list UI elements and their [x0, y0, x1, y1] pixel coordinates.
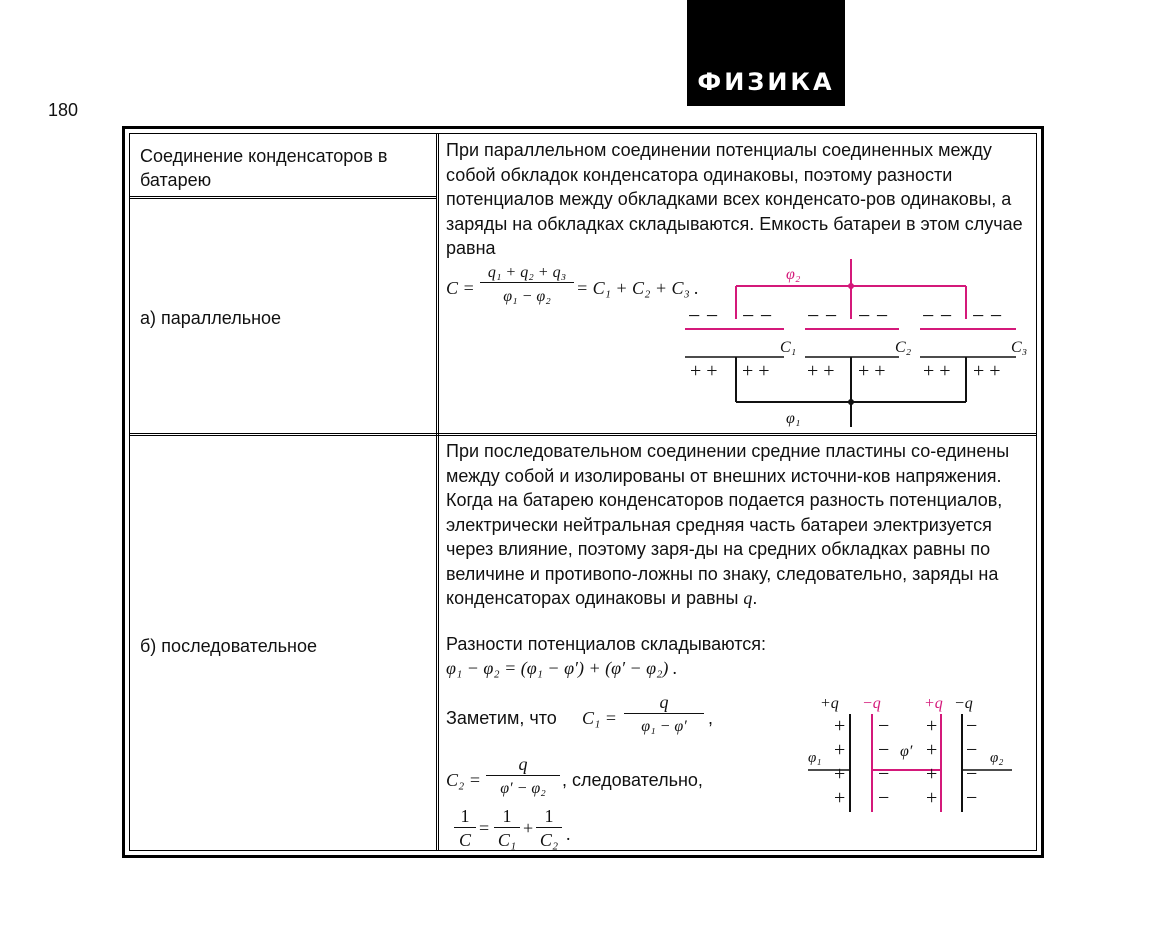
plus-c2b: + + — [858, 360, 886, 382]
c1-lhs: C₁ = — [582, 708, 617, 728]
svg-text:−: − — [966, 739, 978, 761]
svg-text:+: + — [834, 787, 846, 809]
period: . — [566, 824, 571, 844]
header-tab — [687, 0, 845, 106]
parallel-circuit-diagram — [680, 259, 1040, 429]
formula-rhs: = C₁ + C₂ + C₃ . — [576, 278, 699, 298]
minus-c3b: − − — [972, 303, 1003, 328]
svg-text:−: − — [966, 715, 978, 737]
content-table — [122, 126, 1044, 858]
series-description: При последовательном соединении средние пластины со-единены между собой и изолированы от внешних источни-ков напряжения. Когда на батарею конденсаторов подается разность потенциалов, электрически нейтральная средняя часть батареи электризуется через влияние, поэтому заря-ды на средних обкладках равны по величине и противопо-ложны по знаку, следовательно, заряды на конденсаторах одинаковы и равны q. — [446, 441, 1010, 608]
reciprocal-formula — [446, 806, 586, 856]
svg-text:+: + — [834, 715, 846, 737]
c1-numerator: q — [624, 692, 704, 714]
svg-text:+: + — [926, 715, 938, 737]
bottom-junction-dot — [848, 399, 854, 405]
svg-text:+: + — [926, 739, 938, 761]
plus-c1: + + — [690, 360, 718, 382]
c2-numerator: q — [486, 754, 560, 776]
lhs-den: C — [458, 830, 471, 850]
page-number: 180 — [48, 100, 79, 120]
capacitor-labels — [780, 339, 1027, 356]
plus-c3b: + + — [973, 360, 1001, 382]
t2-num: 1 — [536, 806, 562, 828]
t2-den: C₂ — [539, 830, 559, 850]
right-potential-label: φ₂ — [990, 750, 1004, 766]
plus-c1b: + + — [742, 360, 770, 382]
svg-text:−: − — [878, 715, 890, 737]
svg-text:+: + — [834, 739, 846, 761]
minus-c1b: − − — [742, 303, 773, 328]
row-divider — [130, 433, 1036, 436]
minus-c1: − − — [688, 303, 719, 328]
minus-c3: − − — [922, 303, 953, 328]
series-description-text: При последовательном соединении средние пластины со-единены между собой и изолированы от внешних источни-ков напряжения. Когда на батарею конденсаторов подается разность потенциалов, электрически нейтральная средняя часть батареи электризуется через влияние, поэтому заря-ды на средних обкладках равны по величине и противопо-ложны по знаку, следовательно, заряды на конденсаторах одинаковы и равны — [446, 441, 1010, 608]
note-prefix: Заметим, что — [446, 708, 557, 728]
label-c2: C₂ — [895, 339, 912, 356]
charge-labels — [820, 695, 973, 712]
svg-text:−: − — [878, 787, 890, 809]
svg-text:−: − — [878, 763, 890, 785]
formula-denominator: φ₁ − φ₂ — [503, 288, 551, 305]
top-potential-label: φ₂ — [786, 266, 801, 283]
column-divider — [436, 134, 439, 850]
top-wiring — [685, 259, 1016, 329]
c2-denominator: φ′ − φ₂ — [500, 780, 546, 797]
svg-text:+: + — [926, 763, 938, 785]
c2-lhs: C₂ = — [446, 770, 481, 790]
charge-plus-2: +q — [924, 695, 943, 712]
svg-text:−: − — [878, 739, 890, 761]
potential-sum-formula: φ₁ − φ₂ = (φ₁ − φ′) + (φ′ − φ₂) . — [446, 658, 678, 678]
header-row-divider — [130, 196, 436, 199]
label-c3: C₃ — [1011, 339, 1028, 356]
label-c1: C₁ — [780, 339, 797, 356]
plus-c3: + + — [923, 360, 951, 382]
c1-denominator: φ₁ − φ′ — [641, 718, 687, 735]
plus-c2: + + — [807, 360, 835, 382]
middle-potential-label: φ′ — [900, 743, 913, 760]
left-potential-label: φ₁ — [808, 750, 822, 766]
minus-c2b: − − — [858, 303, 889, 328]
t1-den: C₁ — [497, 830, 517, 850]
formula-numerator: q₁ + q₂ + q₃ — [480, 264, 574, 283]
table-inner-border — [129, 133, 1037, 851]
parallel-description: При параллельном соединении потенциалы соединенных между собой обкладок конденсатора одинаковы, поэтому разности потенциалов между обкладками всех конденсато-ров одинаковы, а заряды на обкладках складываются. Емкость батареи в этом случае равна — [446, 140, 1023, 258]
series-label: б) последовательное — [140, 636, 317, 656]
lhs-num: 1 — [454, 806, 476, 828]
charge-minus-1: −q — [862, 695, 881, 712]
group-label: Соединение конденсаторов в батарею — [140, 146, 388, 190]
c1-suffix: , — [708, 708, 714, 728]
svg-text:−: − — [966, 763, 978, 785]
potential-sum-text: Разности потенциалов складываются: — [446, 634, 767, 654]
top-junction-dot — [848, 283, 854, 289]
svg-text:+: + — [834, 763, 846, 785]
parallel-label: а) параллельное — [140, 308, 282, 328]
charge-symbol: q — [743, 588, 753, 608]
equals-sign: = — [479, 818, 490, 838]
formula-lhs: C = — [446, 278, 475, 298]
svg-text:−: − — [966, 787, 978, 809]
minus-c2: − − — [807, 303, 838, 328]
svg-text:+: + — [926, 787, 938, 809]
charge-plus-1: +q — [820, 695, 839, 712]
t1-num: 1 — [494, 806, 520, 828]
c2-formula-block — [446, 754, 776, 808]
plate-charge-signs — [834, 715, 977, 809]
c2-suffix: , следовательно, — [562, 770, 703, 790]
bottom-potential-label: φ₁ — [786, 410, 801, 427]
charge-minus-2: −q — [954, 695, 973, 712]
header-title: ФИЗИКА — [697, 68, 835, 96]
plus-sign: + — [523, 818, 534, 838]
series-circuit-diagram — [806, 690, 1020, 820]
c1-formula-block — [446, 690, 776, 744]
